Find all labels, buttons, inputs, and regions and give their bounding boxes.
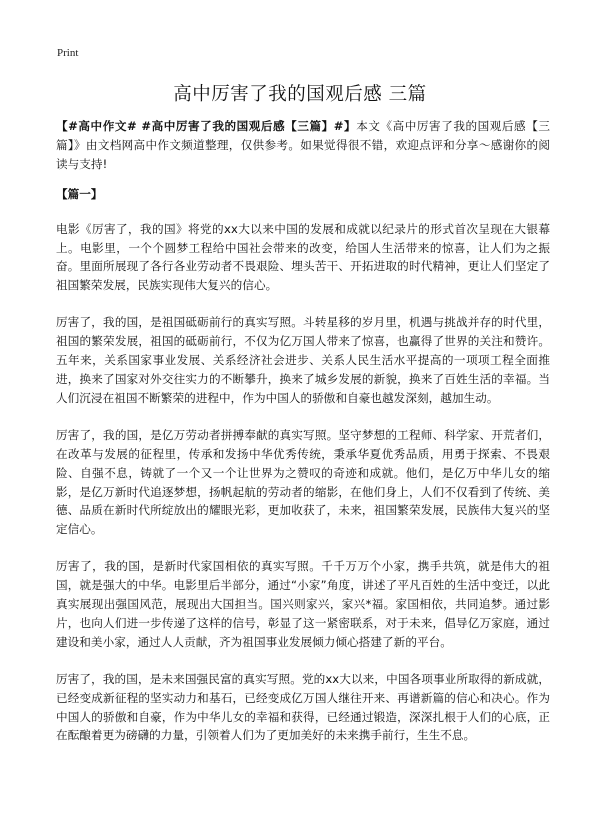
paragraph-3: 厉害了，我的国，是亿万劳动者拼搏奉献的真实写照。坚守梦想的工程师、科学家、开荒者们，在改革与发展的征程里，传承和发扬中华优秀传统，秉承华夏优秀品质，用勇于探索、不畏艰险、自强不息，铸就了一个又一个让世界为之赞叹的奇迹和成就。他们，是亿万中华儿女的缩影，是亿万新时代追逐梦想，扬帆起航的劳动者的缩影，在他们身上，人们不仅看到了传统、美德、品质在新时代所绽放出的耀眼光彩，更加收获了，未来，祖国繁荣发展，民族伟大复兴的坚定信心。 [56,427,550,537]
intro-text: 本文《高中厉害了我的国观后感【三篇】》由文档网高中作文频道整理，仅供参考。如果觉得很不错，欢迎点评和分享～感谢你的阅读与支持! [56,119,550,171]
intro-paragraph [56,117,550,174]
section-heading: 【篇一】 [56,186,103,201]
paragraph-5: 厉害了，我的国，是未来国强民富的真实写照。党的xx大以来，中国各项事业所取得的新成就，已经变成新征程的坚实动力和基石，已经变成亿万国人继往开来、再谱新篇的信心和决心。作为中国人的骄傲和自豪，作为中华儿女的幸福和获得，已经通过锻造，深深扎根于人们的心底，正在酝酿着更为磅礴的力量，引领着人们为了更加美好的未来携手前行，生生不息。 [56,671,550,743]
intro-tags: 【#高中作文# #高中厉害了我的国观后感【三篇】#】 [56,119,357,133]
paragraph-4: 厉害了，我的国，是新时代家国相依的真实写照。千千万万个小家，携手共筑，就是伟大的祖国，就是强大的中华。电影里后半部分，通过“小家”角度，讲述了平凡百姓的生活中变迁，以此真实展现出强国风范，展现出大国担当。国兴则家兴，家兴*福。家国相依，共同追梦。通过影片，也向人们进一步传递了这样的信号，彰显了这一紧密联系，对于未来，倡导亿万家庭，通过建设和美小家，通过人人贡献，齐为祖国事业发展倾力倾心搭建了新的平台。 [56,559,550,649]
paragraph-2: 厉害了，我的国，是祖国砥砺前行的真实写照。斗转星移的岁月里，机遇与挑战并存的时代里，祖国的繁荣发展，祖国的砥砺前行，不仅为亿万国人带来了惊喜，也赢得了世界的关注和赞许。五年来，关系国家事业发展、关系经济社会进步、关系人民生活水平提高的一项项工程全面推进，换来了国家对外交往实力的不断攀升，换来了城乡发展的新貌，换来了百姓生活的幸福。当人们沉浸在祖国不断繁荣的进程中，作为中国人的骄傲和自豪也越发深刻，越加生动。 [56,315,550,405]
print-link[interactable]: Print [57,47,79,59]
article-body [56,117,550,763]
page-title: 高中厉害了我的国观后感 三篇 [173,84,427,105]
paragraph-1: 电影《厉害了，我的国》将党的xx大以来中国的发展和成就以纪录片的形式首次呈现在大银幕上。电影里，一个个圆梦工程给中国社会带来的改变，给国人生活带来的惊喜，让人们为之振奋。里面所展现了各行各业劳动者不畏艰险、埋头苦干、开拓进取的时代精神，更让人们坚定了祖国繁荣发展，民族实现伟大复兴的信心。 [56,221,550,293]
